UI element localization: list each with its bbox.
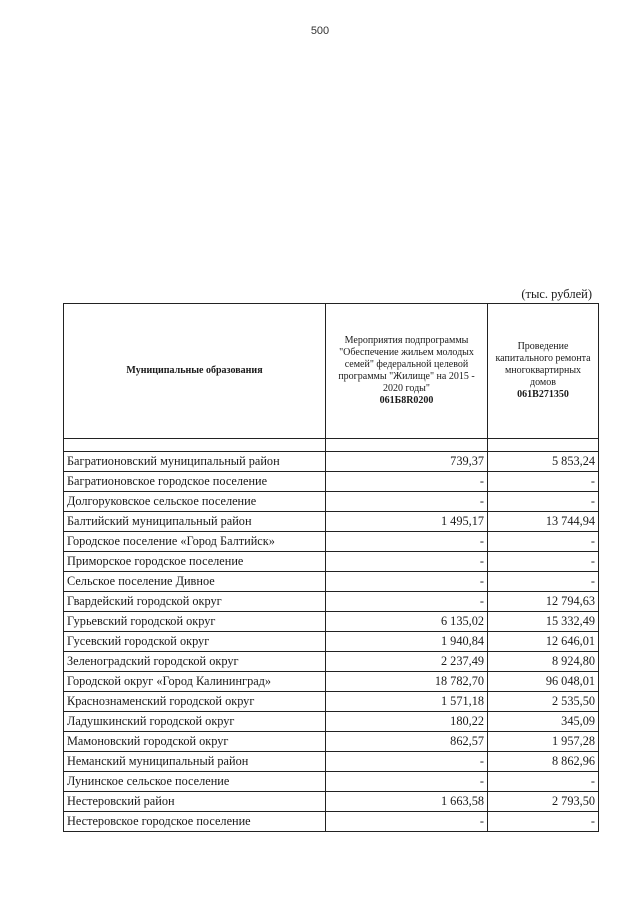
cell-municipality: Городской округ «Город Калининград» — [64, 672, 326, 692]
cell-municipality: Мамоновский городской округ — [64, 732, 326, 752]
cell-housing-program-value: - — [326, 572, 488, 592]
cell-municipality: Гурьевский городской округ — [64, 612, 326, 632]
table-row — [64, 552, 599, 572]
cell-municipality: Нестеровское городское поселение — [64, 812, 326, 832]
table-row — [64, 492, 599, 512]
table-row — [64, 672, 599, 692]
cell-housing-program-value: - — [326, 492, 488, 512]
cell-capital-repair-value: - — [488, 572, 599, 592]
cell-municipality: Лунинское сельское поселение — [64, 772, 326, 792]
table-row — [64, 472, 599, 492]
cell-housing-program-value: 1 495,17 — [326, 512, 488, 532]
table-row — [64, 652, 599, 672]
cell-housing-program-value: - — [326, 772, 488, 792]
cell-municipality: Приморское городское поселение — [64, 552, 326, 572]
header-capital-repair-text: Проведение капитального ремонта многоквартирных домов — [495, 341, 591, 388]
header-capital-repair-code: 061В271350 — [517, 389, 569, 400]
header-housing-program — [326, 304, 488, 439]
spacer-row — [64, 439, 599, 452]
cell-municipality: Багратионовское городское поселение — [64, 472, 326, 492]
table-row — [64, 732, 599, 752]
header-housing-program-text: Мероприятия подпрограммы "Обеспечение жильем молодых семей" федеральной целевой программы "Жилище" на 2015 - 2020 годы" — [338, 335, 475, 394]
table-row — [64, 692, 599, 712]
cell-housing-program-value: - — [326, 472, 488, 492]
cell-housing-program-value: - — [326, 812, 488, 832]
header-housing-program-code: 061Б8R0200 — [379, 395, 434, 406]
cell-capital-repair-value: 5 853,24 — [488, 452, 599, 472]
cell-capital-repair-value: - — [488, 772, 599, 792]
table-row — [64, 572, 599, 592]
table-header-row — [64, 304, 599, 439]
cell-municipality: Балтийский муниципальный район — [64, 512, 326, 532]
cell-municipality: Неманский муниципальный район — [64, 752, 326, 772]
cell-capital-repair-value: 12 794,63 — [488, 592, 599, 612]
cell-municipality: Багратионовский муниципальный район — [64, 452, 326, 472]
table-row — [64, 792, 599, 812]
cell-municipality: Краснознаменский городской округ — [64, 692, 326, 712]
table-row — [64, 712, 599, 732]
cell-housing-program-value: 862,57 — [326, 732, 488, 752]
table-body — [64, 439, 599, 832]
table-row — [64, 592, 599, 612]
cell-capital-repair-value: 15 332,49 — [488, 612, 599, 632]
table-row — [64, 812, 599, 832]
cell-housing-program-value: 1 940,84 — [326, 632, 488, 652]
cell-capital-repair-value: 2 535,50 — [488, 692, 599, 712]
header-capital-repair — [488, 304, 599, 439]
table-row — [64, 632, 599, 652]
cell-housing-program-value: - — [326, 752, 488, 772]
cell-housing-program-value: 739,37 — [326, 452, 488, 472]
cell-capital-repair-value: 8 924,80 — [488, 652, 599, 672]
cell-municipality: Зеленоградский городской округ — [64, 652, 326, 672]
cell-capital-repair-value: 1 957,28 — [488, 732, 599, 752]
cell-capital-repair-value: - — [488, 812, 599, 832]
cell-capital-repair-value: 345,09 — [488, 712, 599, 732]
cell-capital-repair-value: - — [488, 492, 599, 512]
cell-capital-repair-value: - — [488, 472, 599, 492]
units-label: (тыс. рублей) — [521, 287, 592, 301]
cell-municipality: Ладушкинский городской округ — [64, 712, 326, 732]
cell-housing-program-value: 1 663,58 — [326, 792, 488, 812]
table-row — [64, 772, 599, 792]
cell-housing-program-value: - — [326, 532, 488, 552]
page-number: 500 — [310, 25, 330, 37]
cell-capital-repair-value: 96 048,01 — [488, 672, 599, 692]
table-row — [64, 452, 599, 472]
table-row — [64, 752, 599, 772]
cell-housing-program-value: 180,22 — [326, 712, 488, 732]
cell-housing-program-value: - — [326, 592, 488, 612]
cell-housing-program-value: - — [326, 552, 488, 572]
cell-housing-program-value: 6 135,02 — [326, 612, 488, 632]
cell-municipality: Городское поселение «Город Балтийск» — [64, 532, 326, 552]
cell-capital-repair-value: 13 744,94 — [488, 512, 599, 532]
table-row — [64, 532, 599, 552]
cell-capital-repair-value: - — [488, 552, 599, 572]
cell-housing-program-value: 1 571,18 — [326, 692, 488, 712]
cell-housing-program-value: 18 782,70 — [326, 672, 488, 692]
table-row — [64, 512, 599, 532]
cell-municipality: Нестеровский район — [64, 792, 326, 812]
cell-municipality: Гвардейский городской округ — [64, 592, 326, 612]
cell-municipality: Сельское поселение Дивное — [64, 572, 326, 592]
header-municipalities: Муниципальные образования — [64, 304, 326, 439]
cell-capital-repair-value: 12 646,01 — [488, 632, 599, 652]
cell-housing-program-value: 2 237,49 — [326, 652, 488, 672]
cell-municipality: Долгоруковское сельское поселение — [64, 492, 326, 512]
cell-municipality: Гусевский городской округ — [64, 632, 326, 652]
cell-capital-repair-value: 8 862,96 — [488, 752, 599, 772]
cell-capital-repair-value: - — [488, 532, 599, 552]
budget-table — [63, 303, 599, 832]
cell-capital-repair-value: 2 793,50 — [488, 792, 599, 812]
table-row — [64, 612, 599, 632]
